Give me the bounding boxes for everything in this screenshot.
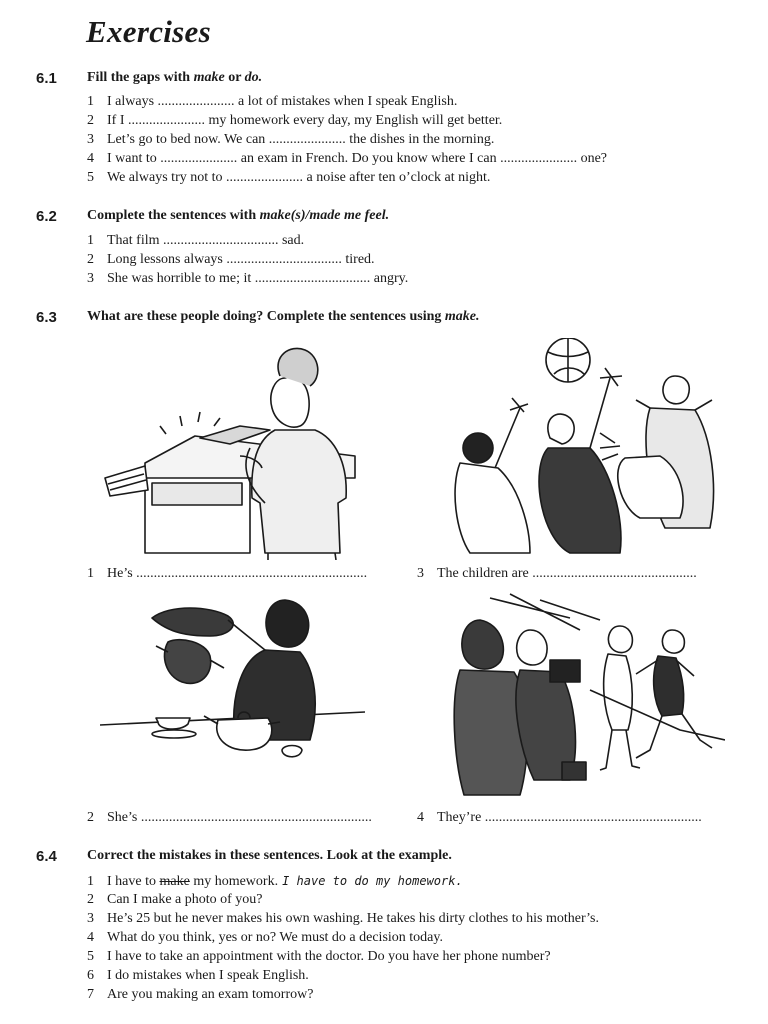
item-text: Long lessons always ................................. tired.: [107, 252, 375, 267]
instruction-keyword: make.: [444, 309, 480, 324]
item-text: I have to: [107, 874, 160, 889]
exercise-item: [87, 251, 375, 269]
item-number: 4: [87, 151, 94, 166]
item-number: 7: [87, 987, 94, 1002]
item-number: 2: [87, 892, 94, 907]
instruction-text: Complete the sentences with: [87, 208, 260, 223]
struck-word: make: [159, 874, 190, 889]
item-number: 5: [87, 949, 94, 964]
picture-caption-1: [87, 566, 367, 582]
item-text: What do you think, yes or no? We must do a decision today.: [107, 930, 443, 945]
picture-caption-2: [87, 810, 372, 826]
illustration-taking-photo: [450, 590, 725, 800]
exercise-item: [87, 131, 494, 149]
illustration-making-tea: [100, 590, 365, 800]
caption-text: He’s ..................................................................: [107, 566, 368, 581]
picture-caption-3: [417, 566, 697, 582]
exercise-item: [87, 93, 457, 111]
item-text: Can I make a photo of you?: [107, 892, 263, 907]
photocopier-drawing: [100, 338, 365, 560]
item-text: I always ...................... a lot of mistakes when I speak English.: [107, 94, 458, 109]
exercise-item: [87, 891, 263, 909]
item-text: my homework.: [189, 874, 279, 889]
item-number: 4: [87, 930, 94, 945]
instruction-text: What are these people doing? Complete the sentences using: [87, 309, 445, 324]
item-number: 1: [87, 874, 94, 889]
exercise-item: [87, 948, 551, 966]
exercise-item: [87, 270, 408, 288]
item-number: 3: [87, 911, 94, 926]
item-text: Let’s go to bed now. We can ...................... the dishes in the morning.: [107, 132, 495, 147]
item-number: 3: [87, 132, 94, 147]
children-ball-drawing: [450, 338, 725, 560]
exercise-number-6-2: 6.2: [36, 208, 57, 225]
item-text: I have to take an appointment with the doctor. Do you have her phone number?: [107, 949, 551, 964]
item-number: 6: [87, 968, 94, 983]
exercise-instruction-6-2: [87, 208, 389, 224]
illustration-photocopier: [100, 338, 365, 560]
exercise-instruction-6-1: [87, 70, 262, 86]
caption-number: 3: [417, 566, 424, 581]
exercise-item: [87, 232, 304, 250]
exercise-item: [87, 169, 490, 187]
caption-text: The children are ...............................................: [437, 566, 697, 581]
item-text: Are you making an exam tomorrow?: [107, 987, 314, 1002]
caption-number: 1: [87, 566, 94, 581]
exercise-item: [87, 112, 502, 130]
exercise-item: [87, 150, 607, 168]
item-text: He’s 25 but he never makes his own washing. He takes his dirty clothes to his mother’s.: [107, 911, 599, 926]
exercise-item: [87, 986, 313, 1004]
item-text: That film ................................. sad.: [107, 233, 305, 248]
exercise-item: [87, 967, 309, 985]
caption-number: 2: [87, 810, 94, 825]
making-tea-drawing: [100, 590, 365, 800]
item-number: 2: [87, 252, 94, 267]
illustration-children-ball: [450, 338, 725, 560]
item-number: 3: [87, 271, 94, 286]
exercise-instruction-6-3: [87, 309, 480, 325]
caption-text: She’s ..................................................................: [107, 810, 372, 825]
item-text: She was horrible to me; it ................................. angry.: [107, 271, 409, 286]
taking-photo-drawing: [450, 590, 725, 800]
item-text: If I ...................... my homework every day, my English will get better.: [107, 113, 503, 128]
item-text: I do mistakes when I speak English.: [107, 968, 309, 983]
exercise-number-6-1: 6.1: [36, 70, 57, 87]
handwritten-answer: I have to do my homework.: [282, 874, 463, 888]
caption-text: They’re ..............................................................: [437, 810, 702, 825]
picture-caption-4: [417, 810, 702, 826]
instruction-keyword: make(s)/made me feel.: [259, 208, 390, 223]
exercise-item: [87, 910, 599, 928]
instruction-text: or: [224, 70, 245, 85]
item-number: 1: [87, 94, 94, 109]
instruction-keyword: make: [193, 70, 225, 85]
item-text: We always try not to ...................... a noise after ten o’clock at night.: [107, 170, 491, 185]
item-number: 5: [87, 170, 94, 185]
exercise-example: [87, 872, 463, 891]
item-text: I want to ...................... an exam in French. Do you know where I can ...................... one?: [107, 151, 608, 166]
exercise-number-6-4: 6.4: [36, 848, 57, 865]
caption-number: 4: [417, 810, 424, 825]
exercise-item: [87, 929, 443, 947]
instruction-text: Fill the gaps with: [87, 70, 194, 85]
item-number: 1: [87, 233, 94, 248]
instruction-keyword: do.: [244, 70, 263, 85]
page-title: Exercises: [86, 14, 211, 49]
exercise-instruction-6-4: Correct the mistakes in these sentences. Look at the example.: [87, 848, 452, 863]
item-number: 2: [87, 113, 94, 128]
exercise-number-6-3: 6.3: [36, 309, 57, 326]
